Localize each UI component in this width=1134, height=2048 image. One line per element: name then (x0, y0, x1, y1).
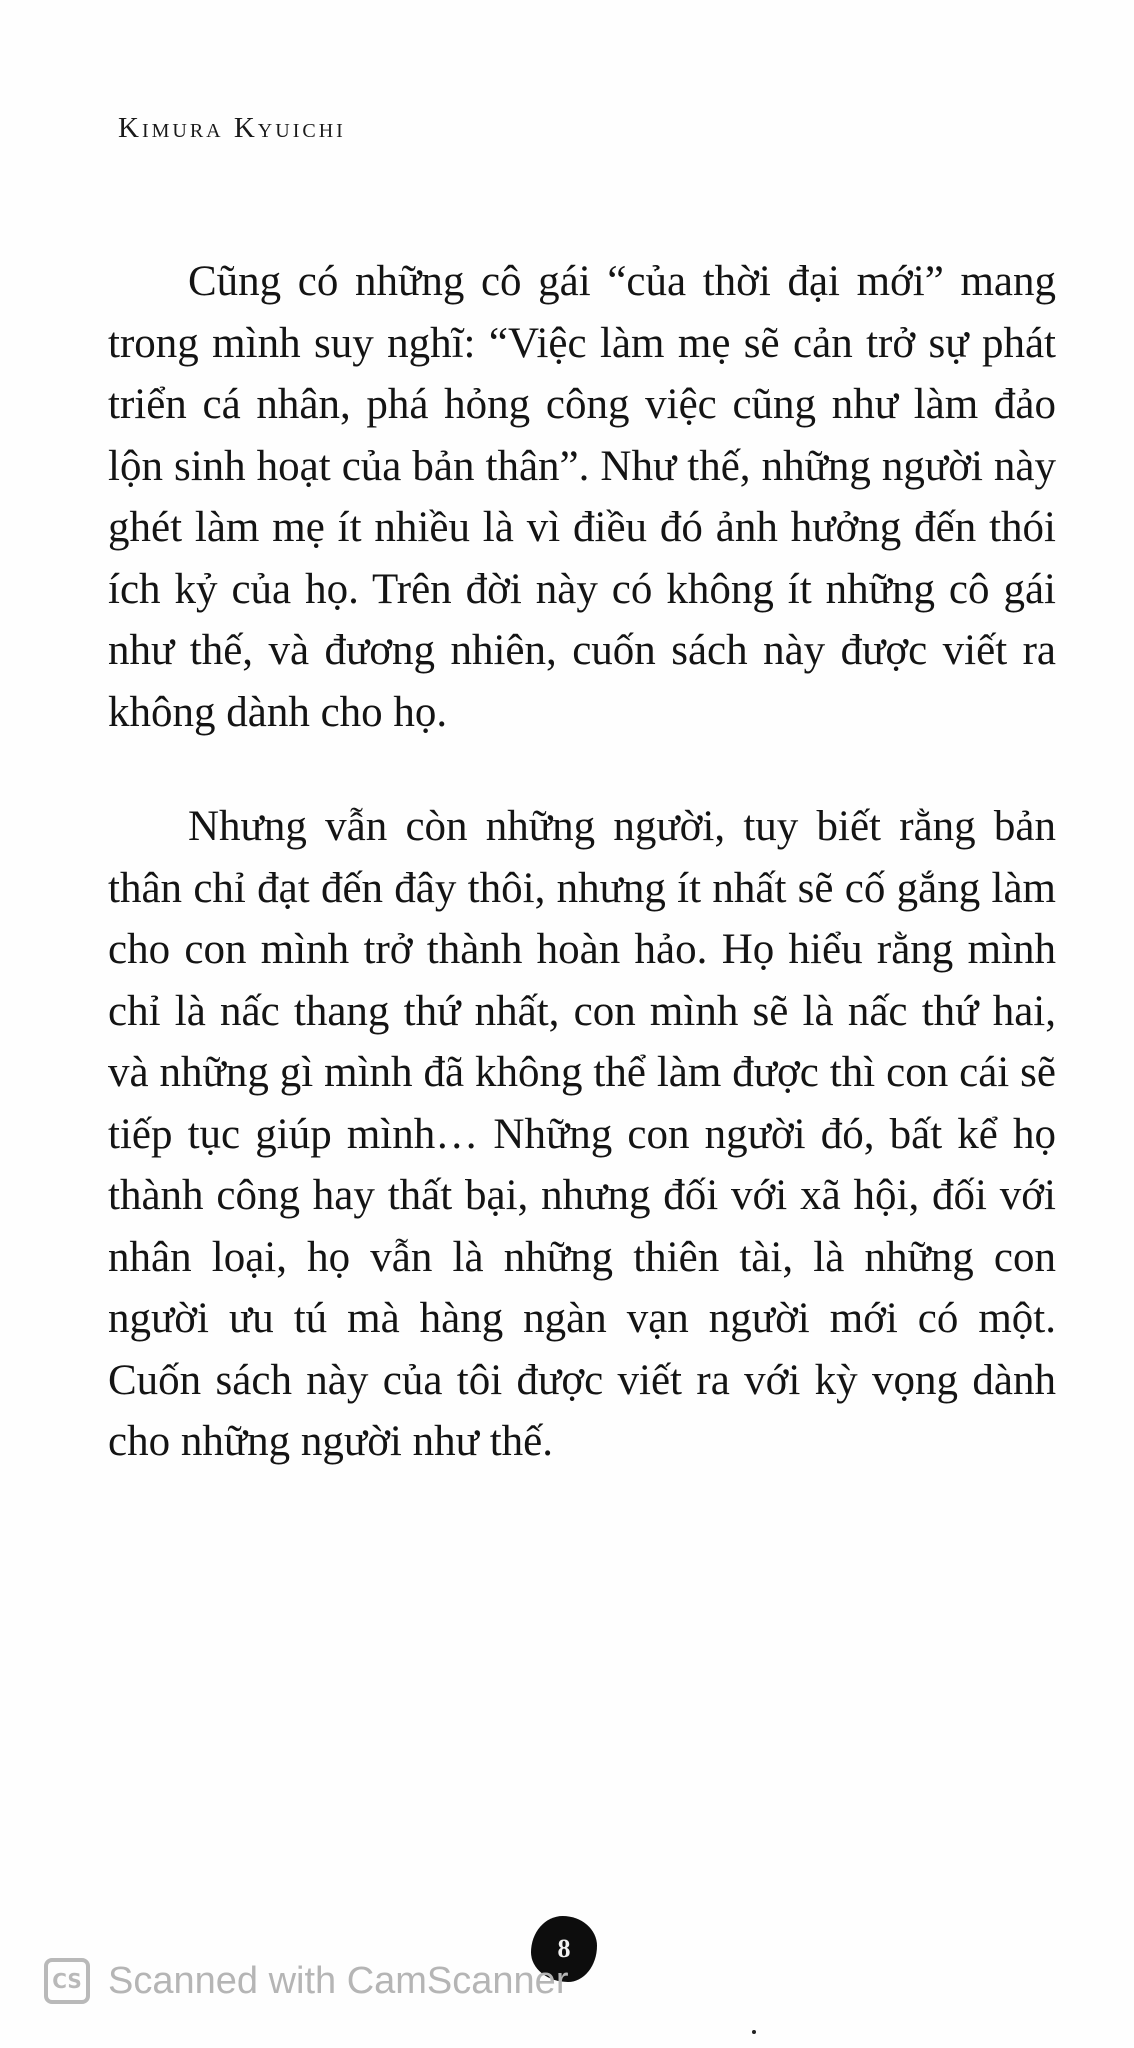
paragraph-1: Cũng có những cô gái “của thời đại mới” mang trong mình suy nghĩ: “Việc làm mẹ sẽ cản trở sự phát triển cá nhân, phá hỏng công việc cũng như làm đảo lộn sinh hoạt của bản thân”. Như thế, những người này ghét làm mẹ ít nhiều là vì điều đó ảnh hưởng đến thói ích kỷ của họ. Trên đời này có không ít những cô gái như thế, và đương nhiên, cuốn sách này được viết ra không dành cho họ. (108, 258, 1056, 736)
paragraph-2: Nhưng vẫn còn những người, tuy biết rằng bản thân chỉ đạt đến đây thôi, nhưng ít nhất sẽ cố gắng làm cho con mình trở thành hoàn hảo. Họ hiểu rằng mình chỉ là nấc thang thứ nhất, con mình sẽ là nấc thứ hai, và những gì mình đã không thể làm được thì con cái sẽ tiếp tục giúp mình… Những con người đó, bất kể họ thành công hay thất bại, nhưng đối với xã hội, đối với nhân loại, họ vẫn là những thiên tài, là những con người ưu tú mà hàng ngàn vạn người mới có một. Cuốn sách này của tôi được viết ra với kỳ vọng dành cho những người như thế. (108, 803, 1056, 1465)
camscanner-watermark (44, 1958, 568, 2004)
camscanner-logo-icon: CS (44, 1958, 90, 2004)
scan-speck (752, 2030, 756, 2034)
page-number: 8 (557, 1934, 571, 1963)
running-head: Kimura Kyuichi (118, 112, 346, 144)
camscanner-label: Scanned with CamScanner (108, 1959, 569, 2002)
